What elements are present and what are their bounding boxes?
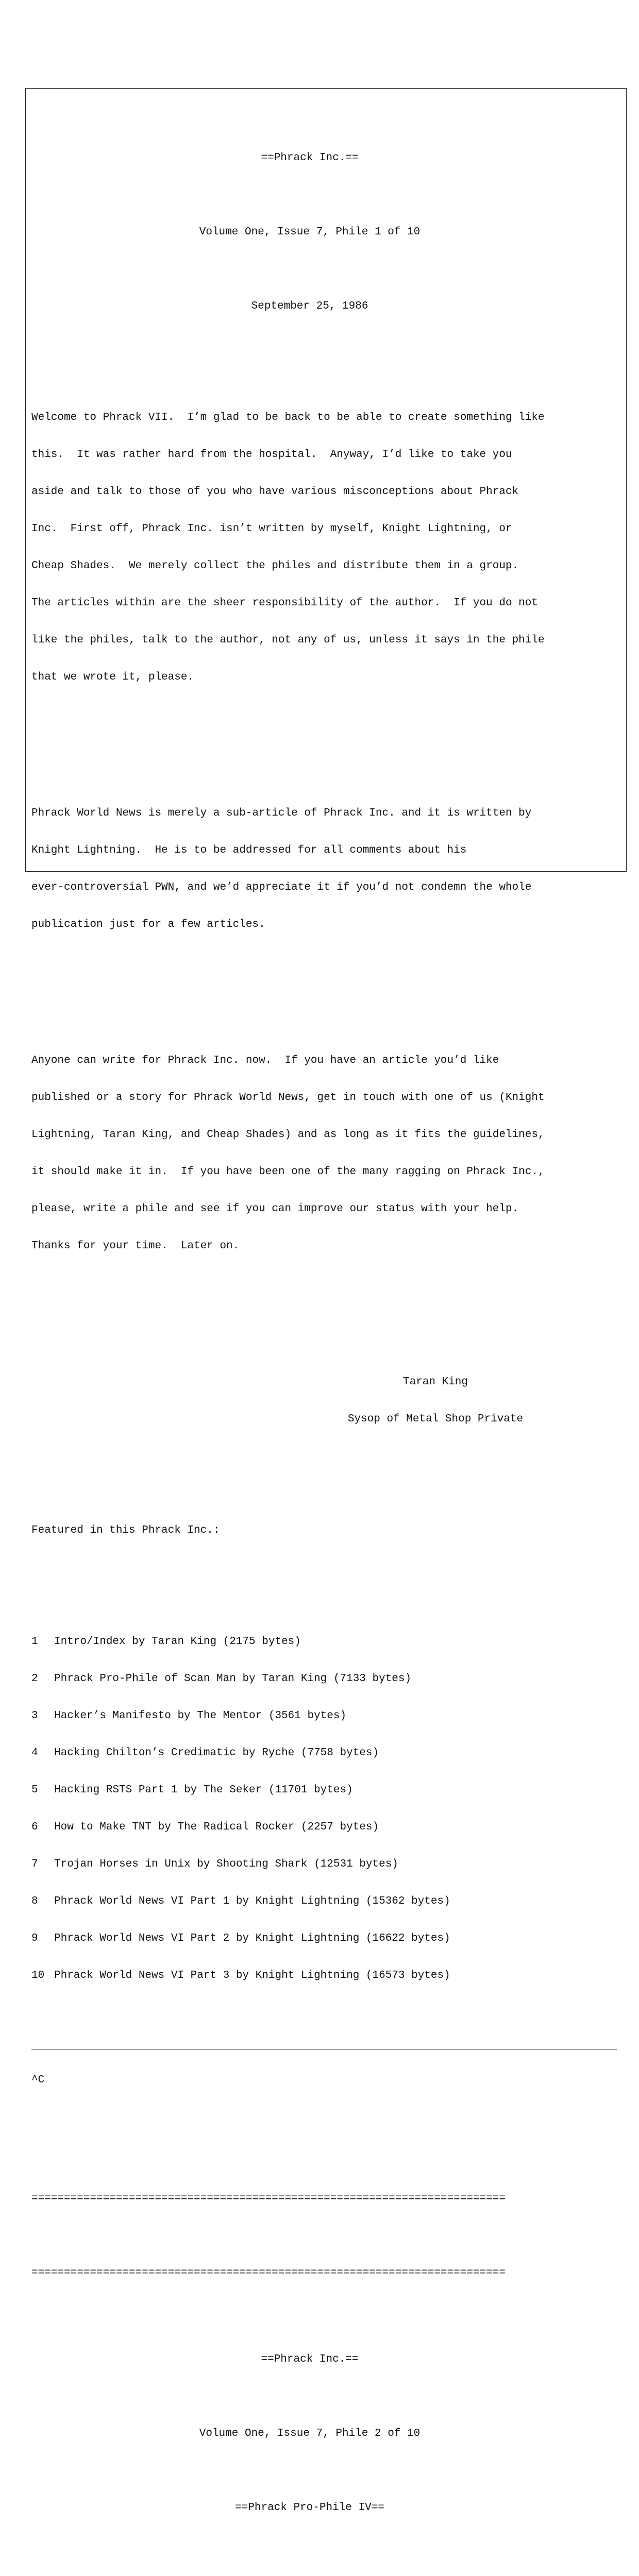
index-number: 8 — [31, 1895, 38, 1907]
paragraph-line: please, write a phile and see if you can improve our status with your help. — [31, 1203, 519, 1215]
control-char: ^C — [31, 2074, 45, 2086]
index-title: Intro/Index by Taran King (2175 bytes) — [54, 1636, 301, 1648]
volume-line: Volume One, Issue 7, Phile 1 of 10 — [199, 226, 421, 238]
list-item — [31, 1970, 619, 1982]
paragraph-line: Anyone can write for Phrack Inc. now. If you have an article you’d like — [31, 1055, 499, 1066]
separator-line: ========================================================================= — [31, 2267, 506, 2279]
index-number: 5 — [31, 1784, 38, 1796]
paragraph-line: that we wrote it, please. — [31, 671, 194, 683]
paragraph-line: this. It was rather hard from the hospital. Anyway, I’d like to take you — [31, 449, 512, 461]
paragraph-line: Cheap Shades. We merely collect the philes and distribute them in a group. — [31, 560, 519, 572]
signature-title: Sysop of Metal Shop Private — [347, 1413, 524, 1425]
paragraph-line: Thanks for your time. Later on. — [31, 1240, 240, 1252]
index-title: Phrack Pro-Phile of Scan Man by Taran King (7133 bytes) — [54, 1673, 412, 1685]
index-title: Hacking Chilton’s Credimatic by Ryche (7758 bytes) — [54, 1747, 379, 1759]
list-item — [31, 1895, 619, 1908]
list-item — [31, 1710, 619, 1722]
paragraph-line: like the philes, talk to the author, not any of us, unless it says in the phile — [31, 634, 545, 646]
index-list — [31, 1611, 619, 2007]
index-title: Hacking RSTS Part 1 by The Seker (11701 bytes) — [54, 1784, 353, 1796]
paragraph-pwn — [31, 783, 619, 956]
list-item — [31, 1636, 619, 1648]
signature-name: Taran King — [402, 1376, 468, 1388]
paragraph-line: publication just for a few articles. — [31, 919, 265, 930]
paragraph-welcome — [31, 387, 619, 708]
list-item — [31, 1784, 619, 1797]
document-text — [31, 115, 619, 2576]
index-number: 1 — [31, 1636, 38, 1648]
index-title: Trojan Horses in Unix by Shooting Shark (12531 bytes) — [54, 1858, 398, 1870]
index-number: 10 — [31, 1970, 45, 1981]
index-title: Hacker’s Manifesto by The Mentor (3561 bytes) — [54, 1710, 347, 1722]
list-item — [31, 1858, 619, 1871]
index-number: 9 — [31, 1933, 38, 1944]
paragraph-line: Phrack World News is merely a sub-article of Phrack Inc. and it is written by — [31, 807, 532, 819]
paragraph-contribute — [31, 1030, 619, 1277]
list-item — [31, 1747, 619, 1759]
index-title: Phrack World News VI Part 2 by Knight Lightning (16622 bytes) — [54, 1933, 450, 1944]
index-number: 6 — [31, 1821, 38, 1833]
index-title: Phrack World News VI Part 3 by Knight Lightning (16573 bytes) — [54, 1970, 450, 1981]
index-title: How to Make TNT by The Radical Rocker (2257 bytes) — [54, 1821, 379, 1833]
list-item — [31, 1933, 619, 1945]
paragraph-line: Knight Lightning. He is to be addressed for all comments about his — [31, 844, 467, 856]
separator-line: ========================================================================= — [31, 2193, 506, 2205]
list-item — [31, 1821, 619, 1834]
index-number: 2 — [31, 1673, 38, 1685]
index-number: 7 — [31, 1858, 38, 1870]
paragraph-line: Lightning, Taran King, and Cheap Shades) and as long as it fits the guidelines, — [31, 1129, 545, 1141]
volume-line-2: Volume One, Issue 7, Phile 2 of 10 — [199, 2428, 421, 2439]
list-item — [31, 1673, 619, 1685]
paragraph-line: published or a story for Phrack World News, get in touch with one of us (Knight — [31, 1092, 545, 1104]
paragraph-line: The articles within are the sheer responsibility of the author. If you do not — [31, 597, 538, 609]
document-frame — [25, 88, 627, 2514]
paragraph-line: it should make it in. If you have been one of the many ragging on Phrack Inc., — [31, 1166, 545, 1178]
paragraph-line: aside and talk to those of you who have various misconceptions about Phrack — [31, 486, 519, 498]
masthead-2: ==Phrack Inc.== — [261, 2353, 359, 2365]
pro-phile-title: ==Phrack Pro-Phile IV== — [235, 2502, 384, 2514]
index-title: Phrack World News VI Part 1 by Knight Lightning (15362 bytes) — [54, 1895, 450, 1907]
signature — [31, 1351, 619, 1450]
featured-heading: Featured in this Phrack Inc.: — [31, 1524, 220, 1536]
paragraph-line: Inc. First off, Phrack Inc. isn’t written by myself, Knight Lightning, or — [31, 523, 512, 535]
issue-date: September 25, 1986 — [251, 300, 368, 312]
paragraph-line: ever-controversial PWN, and we’d appreciate it if you’d not condemn the whole — [31, 882, 532, 893]
masthead: ==Phrack Inc.== — [261, 152, 359, 164]
paragraph-line: Welcome to Phrack VII. I’m glad to be back to be able to create something like — [31, 412, 545, 423]
index-number: 3 — [31, 1710, 38, 1722]
index-number: 4 — [31, 1747, 38, 1759]
